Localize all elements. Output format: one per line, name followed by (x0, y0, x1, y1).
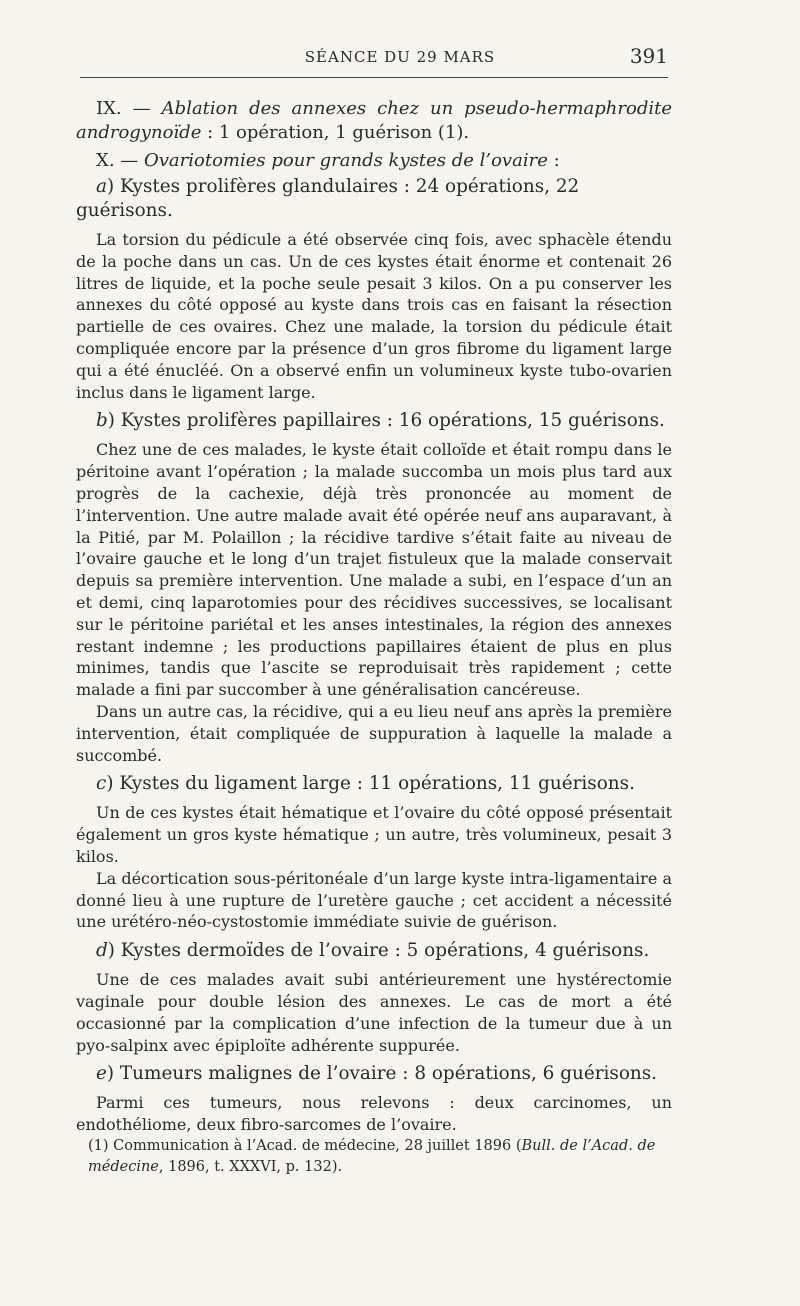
footnote (88, 1136, 672, 1178)
subsection-d-heading (76, 939, 672, 963)
footnote-journal: Bull. de l’Acad. de médecine (88, 1138, 656, 1175)
subsection-e-paragraph-1: Parmi ces tumeurs, nous relevons : deux carcinomes, un endothéliome, deux fibro-sarcomes de l’ovaire. (76, 1093, 672, 1135)
page-header (0, 44, 800, 74)
section-x-number: X. — (96, 150, 144, 171)
subsection-c-letter: c (96, 773, 107, 795)
subsection-b-letter: b (96, 410, 108, 432)
footnote-prefix: (1) Communication à l’Acad. de médecine, 28 juillet 1896 ( (88, 1138, 522, 1154)
subsection-b-heading (76, 409, 672, 433)
subsection-b-paragraph-2: Dans un autre cas, la récidive, qui a eu lieu neuf ans après la première intervention, était compliquée de suppuration à laquelle la malade a succombé. (76, 701, 672, 765)
section-ix-title: Ablation des annexes chez un pseudo-hermaphrodite androgynoïde (76, 98, 672, 143)
subsection-a-letter: a (96, 176, 107, 197)
section-ix-number: IX. — (96, 98, 162, 119)
page-number: 391 (629, 44, 668, 68)
section-x (76, 149, 672, 173)
section-x-title: Ovariotomies pour grands kystes de l’ovaire (143, 150, 548, 171)
subsection-a-paragraph-1: La torsion du pédicule a été observée cinq fois, avec sphacèle étendu de la poche dans un cas. Un de ces kystes était énorme et contenait 26 litres de liquide, et la poche seule pesait 3 kilos. On a pu conserver les annexes du côté opposé au kyste dans trois cas en faisant la résection partielle de ces ovaires. Chez une malade, la torsion du pédicule était compliquée encore par la présence d’un gros fibrome du ligament large qui a été énucléé. On a observé enfin un volumineux kyste tubo-ovarien inclus dans le ligament large. (76, 230, 672, 402)
subsection-b-paragraph-1: Chez une de ces malades, le kyste était colloïde et était rompu dans le péritoine avant l’opération ; la malade succomba un mois plus tard aux progrès de la cachexie, déjà très prononcée au moment de l’intervention. Une autre malade avait été opérée neuf ans auparavant, à la Pitié, par M. Polaillon ; la récidive tardive s’était faite au niveau de l’ovaire gauche et le long d’un trajet fistuleux que la malade conservait depuis sa première intervention. Une malade a subi, en l’espace d’un an et demi, cinq laparotomies pour des récidives successives, se localisant sur le péritoine pariétal et les anses intestinales, la région des annexes restant indemne ; les productions papillaires étaient de plus en plus minimes, tandis que l’ascite se reproduisait très rapidement ; cette malade a fini par succomber à une généralisation cancéreuse. (76, 440, 672, 700)
subsection-a-heading (76, 175, 672, 223)
subsection-e-letter: e (96, 1063, 107, 1085)
subsection-c-title: ) Kystes du ligament large : 11 opérations, 11 guérisons. (106, 773, 635, 795)
footnote-suffix: , 1896, t. XXXVI, p. 132). (158, 1159, 343, 1175)
subsection-d-letter: d (96, 940, 108, 962)
section-x-colon: : (547, 150, 560, 171)
header-rule (80, 77, 668, 78)
subsection-c-paragraph-2: La décortication sous-péritonéale d’un large kyste intra-ligamentaire a donné lieu à une rupture de l’uretère gauche ; cet accident a nécessité une urétéro-néo-cystostomie immédiate suivie de guérison. (76, 868, 672, 932)
subsection-c-paragraph-1: Un de ces kystes était hématique et l’ovaire du côté opposé présentait également un gros kyste hématique ; un autre, très volumineux, pesait 3 kilos. (76, 803, 672, 866)
subsection-e-heading (76, 1062, 672, 1086)
subsection-d-title: ) Kystes dermoïdes de l’ovaire : 5 opérations, 4 guérisons. (107, 940, 650, 962)
subsection-c-heading (76, 772, 672, 796)
running-title: SÉANCE DU 29 MARS (304, 48, 496, 66)
subsection-a-title: ) Kystes prolifères glandulaires : 24 opérations, 22 guérisons. (76, 176, 580, 221)
subsection-d-paragraph-1: Une de ces malades avait subi antérieurement une hystérectomie vaginale pour double lésion des annexes. Le cas de mort a été occasionné par la complication d’une infection de la tumeur due à un pyo-salpinx avec épiploïte adhérente suppurée. (76, 970, 672, 1055)
page-body (76, 97, 672, 1136)
subsection-e-title: ) Tumeurs malignes de l’ovaire : 8 opérations, 6 guérisons. (106, 1063, 658, 1085)
section-ix (76, 97, 672, 145)
section-ix-count: : 1 opération, 1 guérison (1). (201, 122, 470, 143)
subsection-b-title: ) Kystes prolifères papillaires : 16 opérations, 15 guérisons. (107, 410, 665, 432)
